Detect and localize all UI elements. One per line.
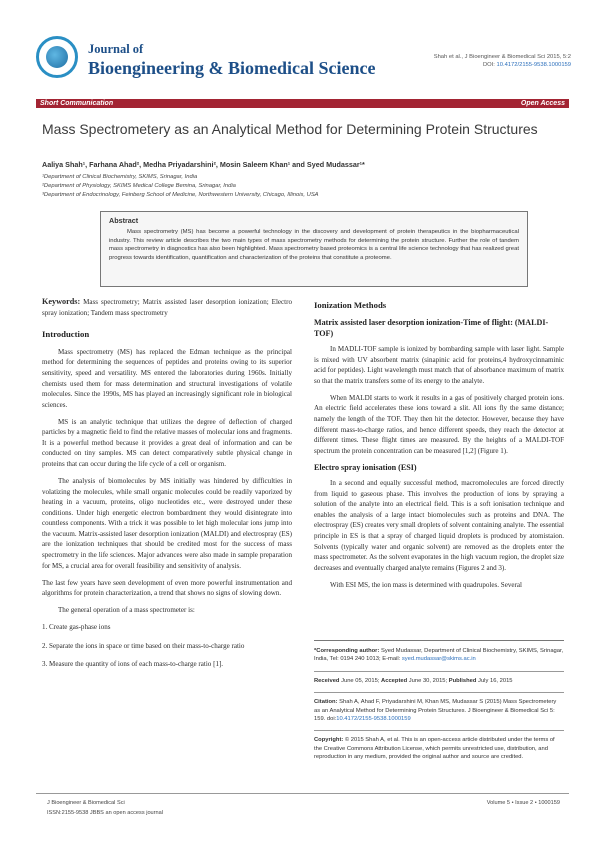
footer-rule — [36, 793, 569, 794]
paragraph: The general operation of a mass spectrometer is: — [58, 606, 195, 615]
header-citation — [434, 54, 571, 70]
dates — [314, 677, 564, 685]
doi-link[interactable]: 10.4172/2155-9538.1000159 — [496, 61, 571, 68]
corresponding-label: *Corresponding author: — [314, 648, 380, 654]
paragraph: With ESI MS, the ion mass is determined with quadrupoles. Several — [330, 580, 522, 589]
doi-label: DOI: — [483, 61, 497, 68]
accepted-date: June 30, 2015; — [407, 677, 449, 684]
affiliations — [42, 173, 562, 200]
paragraph: The last few years have seen development of even more powerful instrumentation and algorithms for protein characterization, a trend that shows no signs of slowing down. — [42, 578, 292, 598]
accepted-label: Accepted — [381, 677, 408, 684]
logo-emblem — [46, 46, 68, 68]
paragraph: The analysis of biomolecules by MS initially was hindered by difficulties in volatizing the molecules, while small organic molecules could be readily vaporized by heating in a vacuum, proteins, oligo nucleotides etc., were destroyed under these conditions. Under high energetic electron bombardment they would disintegrate into countless components. With a trick it was possible to let high molecular ions jump into the vacuum. Matrix-assisted laser desorption ionization (MALDI) and electrospray (ES) are the ionization techniques that should be credited most for the success of mass spectrometry in the life sciences. Major advances were also made in sample preparation for MS, a crucial area for overall feasibility and sensitivity of analysis. — [42, 477, 292, 570]
footer-issn: ISSN:2155-9538 JBBS an open access journal — [47, 810, 163, 817]
received-label: Received — [314, 677, 340, 684]
keywords — [42, 296, 292, 319]
abstract-box — [100, 211, 528, 287]
keywords-label: Keywords: — [42, 297, 81, 306]
citation-doi-link[interactable]: 10.4172/2155-9538.1000159 — [336, 715, 411, 722]
corresponding-text: Syed Mudassar, Department of Clinical Biochemistry, SKIMS, Srinagar, India, Tel: 0194 240 1013; E-mail: — [314, 648, 564, 663]
open-access-label: Open Access — [520, 100, 565, 107]
email-link[interactable]: syed.mudassar@skims.ac.in — [401, 656, 476, 663]
copyright-label: Copyright: — [314, 737, 344, 744]
maldi-heading: Matrix assisted laser desorption ionization-Time of flight: (MALDI-TOF) — [314, 318, 549, 338]
left-column — [42, 296, 292, 678]
citation-block — [314, 698, 564, 723]
footer-volume: Volume 5 • Issue 2 • 1000159 — [486, 800, 560, 806]
paragraph: In a second and equally successful method, macromolecules are forced directly from liquid to gaseous phase. This involves the production of ions by spraying a solution of the analyte into an electrical field. This is a soft ionisation technique and enables the analysis of a large intact biomolecules such as proteins and DNA. The electrospray (ES) creates very small droplets of solvent containing analyte. The essential principle in ES is that a spray of charged liquid droplets is produced by atomistaion. Solvents (typically water and organic solvent) are removed as the droplets enter the mass spectrometer. As the solvent evaporates in the high vacuum region, the droplet size decreases and eventually charged analyte remains (Figures 2 and 3). — [314, 479, 564, 572]
header-citation-line: Shah et al., J Bioengineer & Biomedical Sci 2015, 5:2 — [433, 54, 571, 60]
header-doi — [434, 62, 571, 70]
author-list: Aaliya Shah¹, Farhana Ahad², Medha Priyadarshini², Mosin Saleem Khan¹ and Syed Mudassar¹* — [42, 160, 365, 169]
copyright-block — [314, 736, 564, 761]
paragraph: MS is an analytic technique that utilizes the degree of deflection of charged particles by a magnetic field to find the relative masses of molecular ions and fragments. It is a powerful method because it provides a great deal of information and can be conducted on tiny samples. MS can detect comparatively subtle physical change in proteins that can occur during the life cycle of a cell or organism. — [42, 417, 292, 469]
abstract-heading: Abstract — [109, 216, 139, 225]
copyright-text: © 2015 Shah A, et al. This is an open-access article distributed under the terms of the Creative Commons Attribution License, which permits unrestricted use, distribution, and reproduction in any medium, provided the original author and source are credited. — [314, 737, 555, 761]
article-type-label: Short Communication — [40, 100, 114, 107]
divider — [314, 730, 564, 731]
footer-right — [487, 798, 560, 808]
ionization-heading: Ionization Methods — [314, 300, 387, 310]
affiliation-item: ¹Department of Clinical Biochemistry, SKIMS, Srinagar, India — [42, 174, 198, 180]
journal-name-prefix: Journal of — [88, 42, 144, 56]
article-type-banner — [36, 99, 569, 108]
esi-heading: Electro spray ionisation (ESI) — [314, 462, 417, 472]
list-item: 3. Measure the quantity of ions of each mass-to-charge ratio [1]. — [42, 660, 224, 669]
list-item: 2. Separate the ions in space or time based on their mass-to-charge ratio — [42, 641, 245, 650]
published-label: Published — [448, 677, 477, 684]
list-item: 1. Create gas-phase ions — [42, 623, 111, 632]
divider — [314, 692, 564, 693]
affiliation-item: ³Department of Endocrinology, Feinberg School of Medicine, Northwestern University, Chicago, Illinois, USA — [42, 191, 319, 198]
keywords-text: Mass spectrometry; Matrix assisted laser desorption ionization; Electro spray ionization; Tandem mass spectrometry — [42, 298, 292, 318]
paragraph: When MALDI starts to work it results in a gas of positively charged protein ions. An electric field accelerates these ions toward a slit. All ions fly the same distance; namely the length of the TOF. They then hit the detector. However, because they have different mass-to-charge ratios, and hence different speeds, they reach the detector at different times. These flight times are measured. By the heights of a MALDI-TOF spectrum the protein concentration can be measured [1,2] (Figure 1). — [314, 393, 564, 455]
journal-name: Bioengineering & Biomedical Science — [88, 58, 376, 78]
article-title: Mass Spectrometery as an Analytical Method for Determining Protein Structures — [42, 121, 538, 137]
corresponding-author — [314, 647, 564, 664]
abstract-text: Mass spectrometry (MS) has become a powerful technology in the discovery and development of protein therapeutics in the biopharmaceutical industry. This review article describes the two main types of mass spectrometry methods for determining the protein structure. Further the role of tandem mass spectrometry in diagnostics has also been highlighted. Mass spectrometry based proteomics is a central life science technology that has realized great progress towards identification, quantification and characterization of the proteins that constitute a proteome. — [109, 229, 519, 261]
footer-left — [47, 798, 163, 819]
right-column — [314, 296, 564, 597]
citation-label: Citation: — [314, 699, 338, 706]
citation-text: Shah A, Ahad F, Priyadarshini M, Khan MS, Mudassar S (2015) Mass Spectrometery as an Analytical Method for Determining Protein Structures. J Bioengineer & Biomedical Sci 5: 159. doi: — [314, 699, 557, 722]
journal-logo-icon — [36, 36, 78, 78]
paragraph: In MADLI-TOF sample is ionized by bombarding sample with laser light. Sample is mixed with UV absorbent matrix (sinapinic acid for proteins,4 hydroxycinnaminic acid for peptides). Light wavelength must match that of absorbance maximum of matrix so that the matrix transfers some of its energy to the analyte. — [314, 345, 564, 385]
footer-journal: J Bioengineer & Biomedical Sci — [47, 800, 125, 806]
correspondence-box — [314, 640, 564, 769]
divider — [314, 671, 564, 672]
introduction-heading: Introduction — [42, 328, 90, 339]
received-date: June 05, 2015; — [339, 677, 382, 684]
paragraph: Mass spectrometry (MS) has replaced the Edman technique as the principal method for determining the sequences of peptides and proteins owing to its superior sensitivity, speed and versatility. MS entered the laboratories during 1960s. Initially chemists used them for mass determination and structural investigations of volatile molecules. Since the 1990s, MS has played an increasingly significant role in biological sciences. — [42, 347, 292, 409]
affiliation-item: ²Department of Physiology, SKIMS Medical College Bemina, Srinagar, India — [42, 182, 236, 189]
published-date: July 16, 2015 — [476, 677, 513, 684]
